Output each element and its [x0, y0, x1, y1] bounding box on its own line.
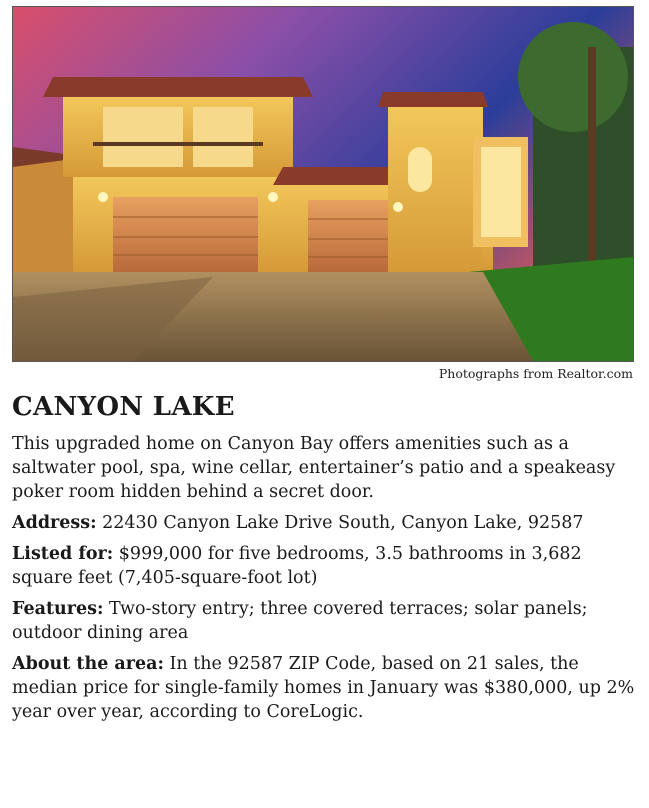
area-paragraph	[12, 652, 636, 724]
intro-paragraph: This upgraded home on Canyon Bay offers amenities such as a saltwater pool, spa, wine cellar, entertainer’s patio and a speakeasy poker room hidden behind a secret door.	[12, 434, 616, 502]
address-label: Address:	[12, 513, 97, 533]
listed-text: $999,000 for five bedrooms, 3.5 bathrooms in 3,682 square feet (7,405-square-foot lot)	[12, 544, 582, 588]
house-photo	[12, 6, 634, 362]
headline: CANYON LAKE	[12, 392, 235, 422]
photo-credit: Photographs from Realtor.com	[438, 366, 633, 381]
listed-paragraph	[12, 542, 636, 590]
article-body	[12, 432, 636, 731]
features-text: Two-story entry; three covered terraces; solar panels; outdoor dining area	[12, 599, 588, 643]
address-text: 22430 Canyon Lake Drive South, Canyon Lake, 92587	[96, 513, 584, 533]
features-label: Features:	[12, 599, 104, 619]
area-text: In the 92587 ZIP Code, based on 21 sales, the median price for single-family homes in January was $380,000, up 2% year over year, according to CoreLogic.	[12, 654, 635, 722]
address-paragraph	[12, 511, 636, 535]
features-paragraph	[12, 597, 636, 645]
area-label: About the area:	[12, 654, 164, 674]
listed-label: Listed for:	[12, 544, 114, 564]
